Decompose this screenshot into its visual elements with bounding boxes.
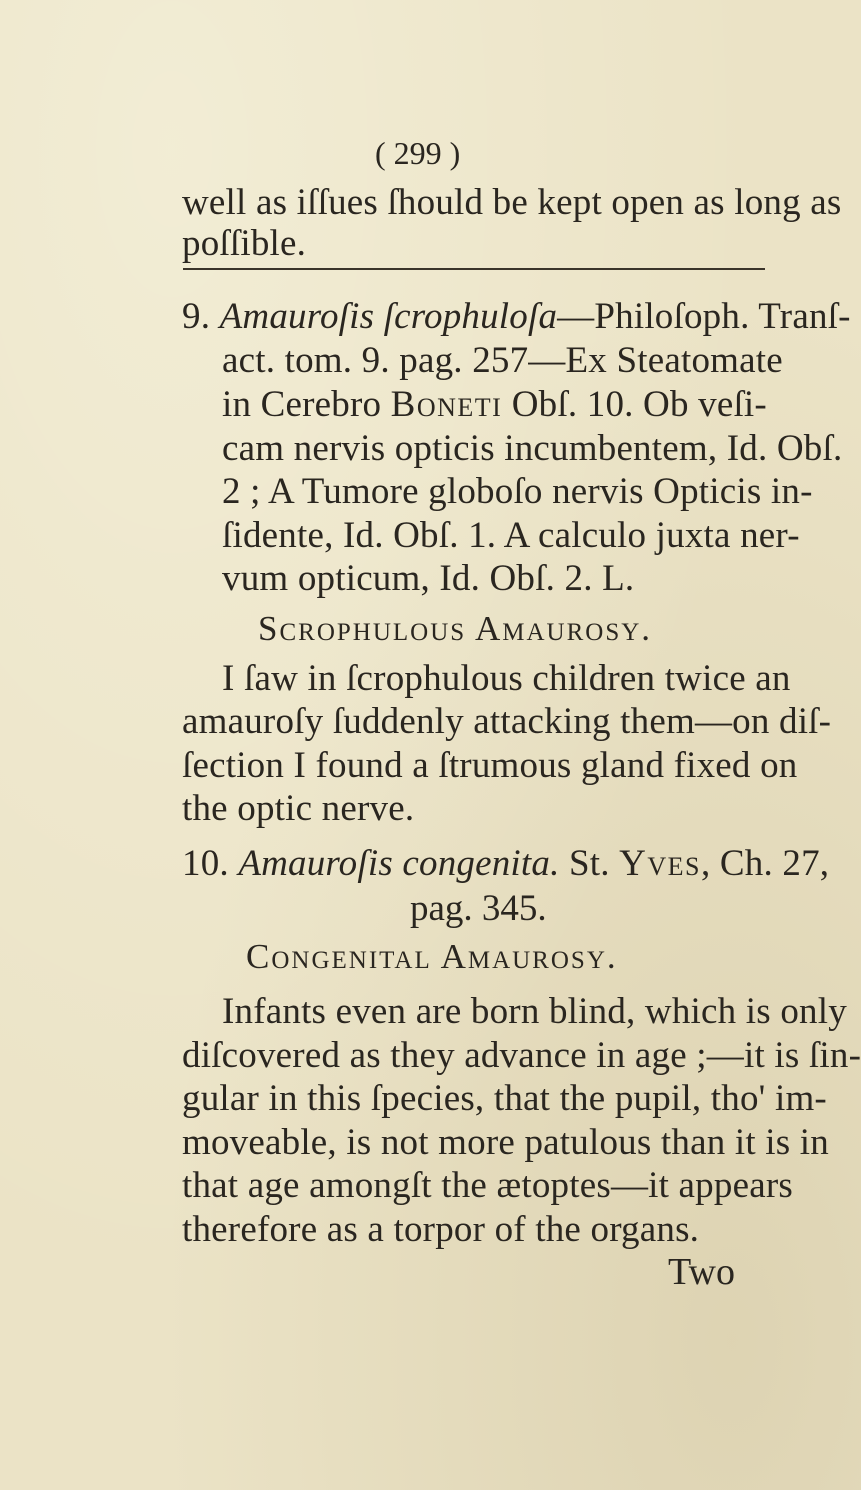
section9-citation: —Philoſoph. Tranſ-: [557, 296, 851, 337]
section9-line-4: cam nervis opticis incumbentem, Id. Obſ.: [222, 428, 843, 469]
para2-line-6: therefore as a torpor of the organs.: [182, 1209, 700, 1250]
heading-scrophulous-amaurosy: Scrophulous Amaurosy.: [258, 609, 653, 648]
para2-line-1: Infants even are born blind, which is only: [222, 991, 847, 1032]
section9-line-1: [182, 295, 851, 339]
section9-line-5: 2 ; A Tumore globoſo nervis Opticis in-: [222, 471, 813, 512]
section9-line-2: act. tom. 9. pag. 257—Ex Steatomate: [222, 340, 783, 381]
section9-line-3: [222, 383, 767, 427]
section-divider-rule: [183, 268, 765, 270]
section9-line-7: vum opticum, Id. Obſ. 2. L.: [222, 558, 635, 599]
para2-line-5: that age amongſt the ætoptes—it appears: [182, 1165, 793, 1206]
heading-congenital-amaurosy: Congenital Amaurosy.: [246, 937, 618, 976]
section10-number: 10.: [182, 843, 229, 884]
section10-title: Amauroſis congenita.: [238, 843, 560, 884]
section9-line3-pre: in Cerebro: [222, 384, 391, 425]
para2-line-3: gular in this ſpecies, that the pupil, tho' im-: [182, 1078, 827, 1119]
section9-line3-post: Obſ. 10. Ob veſi-: [502, 384, 767, 425]
author-name-yves: Yves: [619, 843, 701, 884]
para1-line-3: ſection I found a ſtrumous gland fixed on: [182, 745, 798, 786]
para2-line-4: moveable, is not more patulous than it is in: [182, 1122, 829, 1163]
author-name-boneti: Boneti: [390, 384, 503, 425]
intro-line-2: poſſible.: [182, 223, 307, 264]
section9-title: Amauroſis ſcrophuloſa: [219, 296, 558, 337]
section10-rest-pre: St.: [559, 843, 620, 884]
intro-line-1: well as iſſues ſhould be kept open as long as: [182, 182, 842, 223]
para2-line-2: diſcovered as they advance in age ;—it is ſin-: [182, 1035, 861, 1076]
section9-line-6: ſidente, Id. Obſ. 1. A calculo juxta ner-: [222, 515, 800, 556]
para1-line-1: I ſaw in ſcrophulous children twice an: [222, 658, 791, 699]
section10-line-1: [182, 842, 829, 886]
catchword: Two: [668, 1251, 736, 1293]
section9-number: 9.: [182, 296, 211, 337]
section10-rest-post: , Ch. 27,: [700, 843, 830, 884]
section10-line-2: pag. 345.: [410, 888, 547, 929]
para1-line-4: the optic nerve.: [182, 788, 415, 829]
page-number: ( 299 ): [375, 135, 461, 171]
para1-line-2: amauroſy ſuddenly attacking them—on diſ-: [182, 701, 832, 742]
